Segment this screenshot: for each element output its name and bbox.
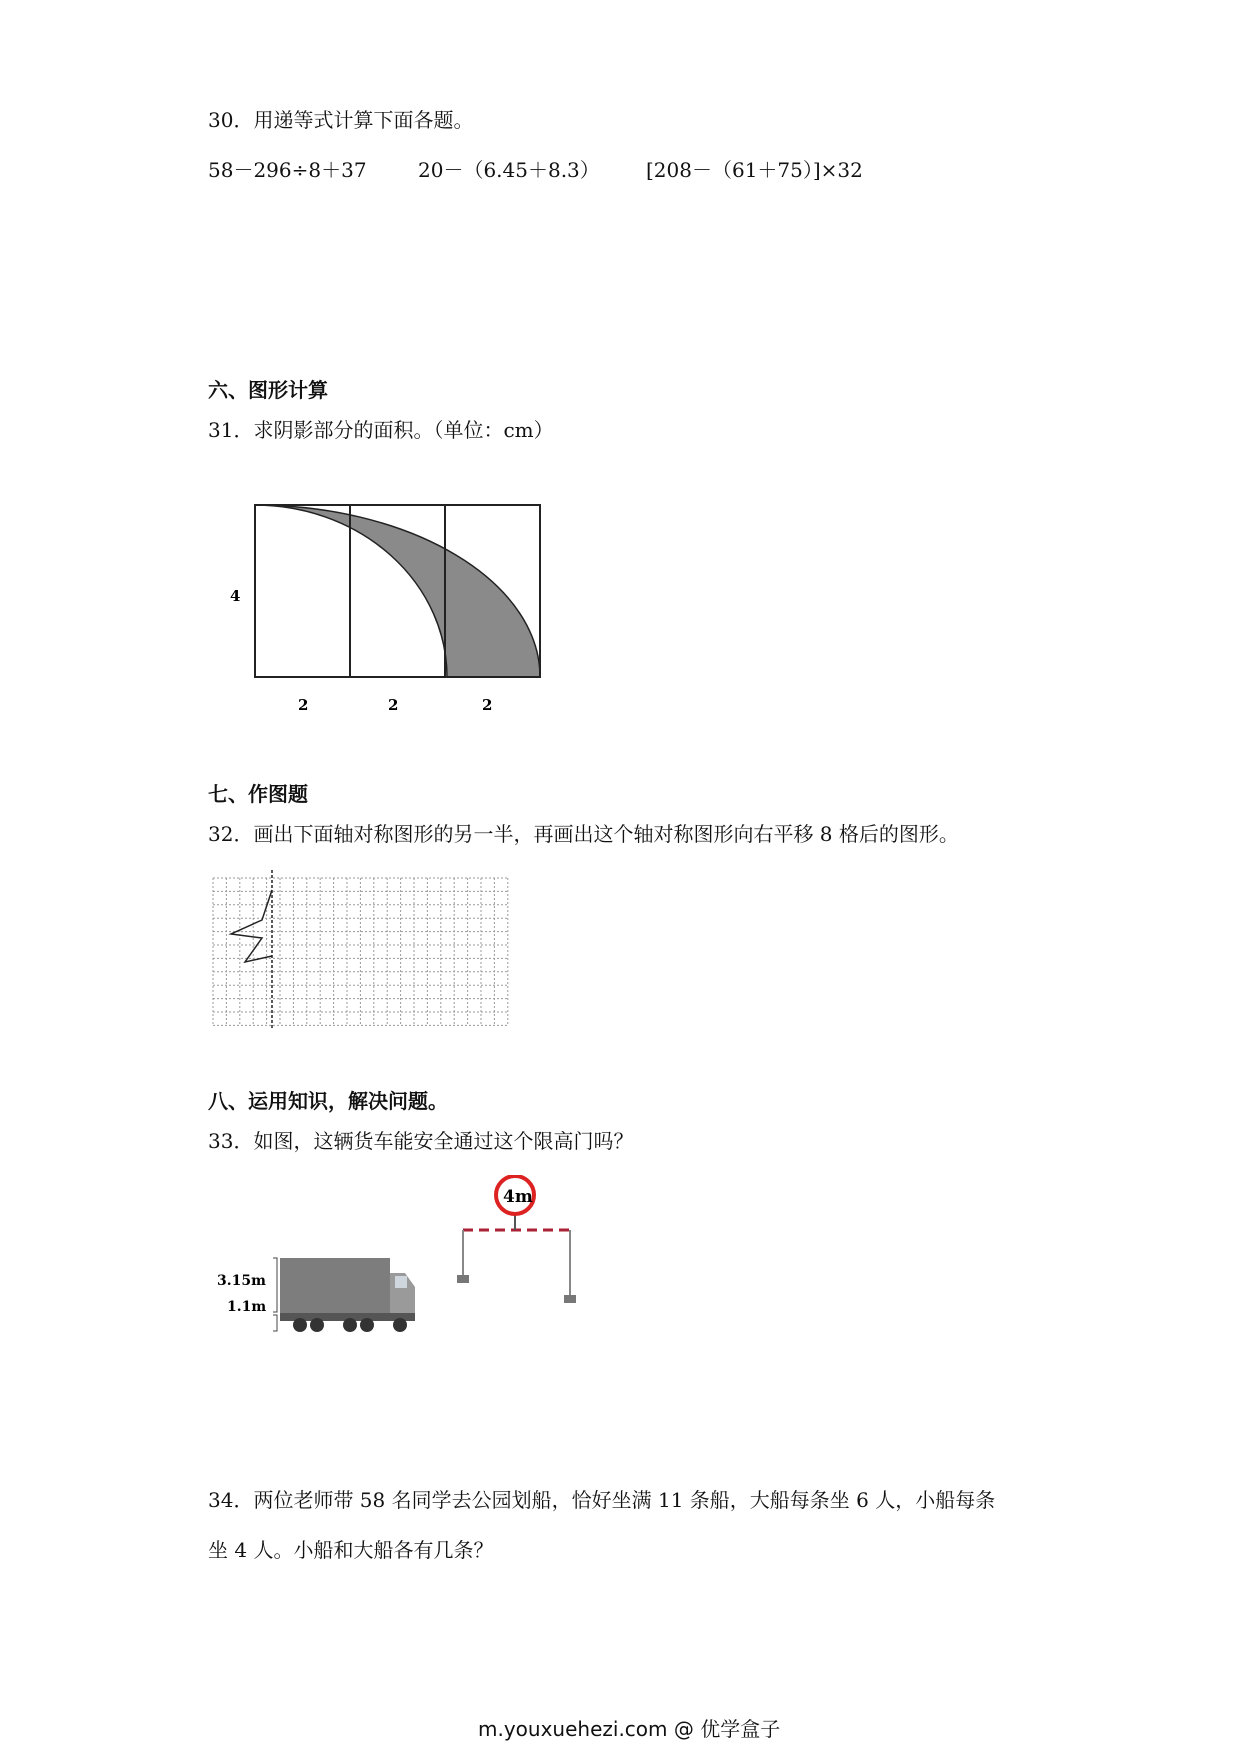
height-bracket-upper xyxy=(273,1258,277,1312)
section-6-heading: 六、图形计算 xyxy=(208,378,328,402)
wheel xyxy=(310,1318,324,1332)
drawing-grid xyxy=(205,870,515,1035)
q30-expression-3: [208－（61＋75）]×32 xyxy=(646,158,863,182)
section-7-heading: 七、作图题 xyxy=(208,782,308,806)
height-label: 4 xyxy=(230,587,241,605)
section-8-heading: 八、运用知识，解决问题。 xyxy=(208,1089,448,1113)
truck-body-height-label: 3.15m xyxy=(217,1273,266,1289)
gate-base-left xyxy=(457,1275,469,1283)
inner-quarter-arc-fill xyxy=(255,505,351,677)
truck-cargo xyxy=(280,1258,390,1313)
wheel xyxy=(393,1318,407,1332)
q34-line-1: 34．两位老师带 58 名同学去公园划船，恰好坐满 11 条船，大船每条坐 6 人，小船每条 xyxy=(208,1488,996,1512)
footer-watermark: m.youxuehezi.com @ 优学盒子 xyxy=(478,1717,781,1741)
q30-title: 30．用递等式计算下面各题。 xyxy=(208,108,474,132)
q33-title: 33．如图，这辆货车能安全通过这个限高门吗？ xyxy=(208,1129,634,1153)
half-shape xyxy=(231,890,272,962)
shaded-area-figure xyxy=(220,495,560,735)
wheel xyxy=(343,1318,357,1332)
width-label-3: 2 xyxy=(482,696,493,714)
height-bracket-lower xyxy=(273,1315,277,1331)
wheel xyxy=(360,1318,374,1332)
width-label-2: 2 xyxy=(388,696,399,714)
truck-and-height-gate xyxy=(205,1175,585,1335)
q30-expression-2: 20－（6.45＋8.3） xyxy=(418,158,600,182)
gate-base-right xyxy=(564,1295,576,1303)
height-limit-label: 4m xyxy=(503,1187,533,1207)
q30-expression-1: 58－296÷8＋37 xyxy=(208,158,367,182)
q34-line-2: 坐 4 人。小船和大船各有几条？ xyxy=(208,1538,494,1562)
width-label-1: 2 xyxy=(298,696,309,714)
wheel xyxy=(293,1318,307,1332)
q32-title: 32．画出下面轴对称图形的另一半，再画出这个轴对称图形向右平移 8 格后的图形。 xyxy=(208,822,959,846)
q31-title: 31．求阴影部分的面积。（单位：cm） xyxy=(208,418,554,442)
truck-window xyxy=(395,1276,407,1288)
truck-base-height-label: 1.1m xyxy=(227,1299,267,1315)
